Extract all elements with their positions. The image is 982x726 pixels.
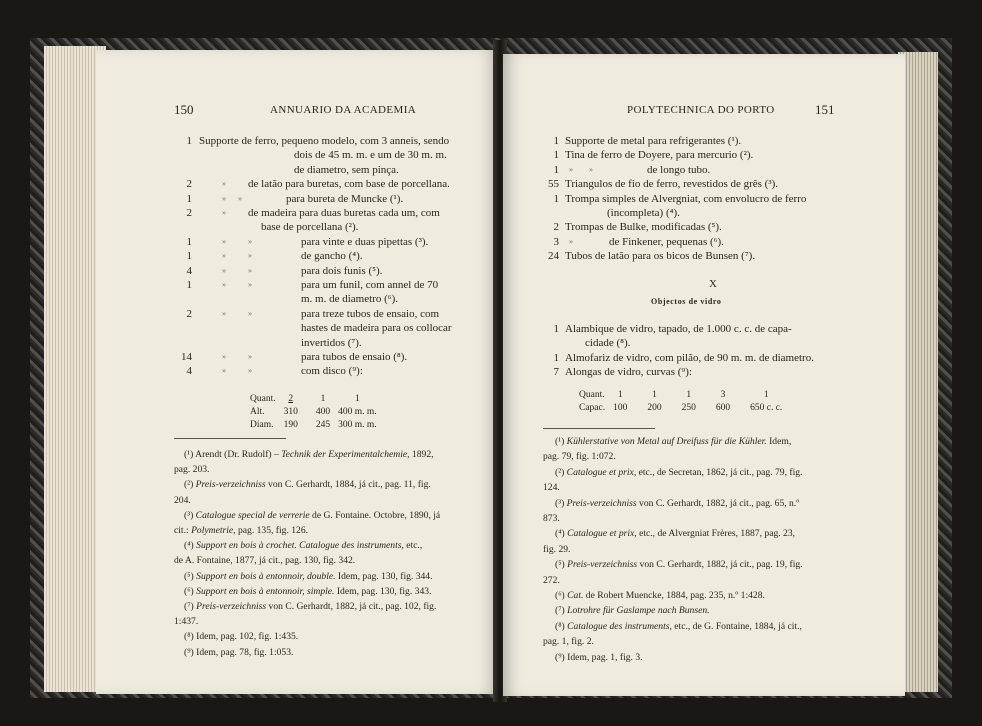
table-cell: 245 <box>315 419 331 430</box>
footnote-line <box>174 524 308 537</box>
footnote-title: Polymetrie, <box>191 525 236 536</box>
footnote-line <box>174 463 209 476</box>
footnote-line <box>555 589 765 602</box>
footnote-line <box>555 527 795 540</box>
item-quantity: 24 <box>548 250 559 263</box>
footnote-title: Preis-verzeichniss <box>195 479 266 491</box>
footnote-text: de G. Fontaine. Octobre, 1890, já <box>309 509 441 521</box>
footnote-title: Preis-verzeichniss <box>567 559 638 571</box>
item-text: com disco (⁹): <box>301 365 363 378</box>
item-quantity: 1 <box>186 135 192 147</box>
footnote-line <box>555 435 791 448</box>
footnote-text: von C. Gerhardt, 1882, já cit., pag. 19, fig. <box>637 559 803 571</box>
table-cell: 100 <box>613 402 628 413</box>
footnote-title: Cat. <box>567 590 584 601</box>
footnote-line <box>555 651 643 664</box>
table-cell: 600 <box>715 402 731 413</box>
footnote-text: etc., de Secretan, 1862, já cit., pag. 79, fig. <box>636 466 803 478</box>
footnote-marker: (²) <box>184 479 196 491</box>
footnote-text: de A. Fontaine, 1877, já cit., pag. 130, fig. 342. <box>174 555 356 567</box>
item-quantity: 1 <box>186 250 192 263</box>
item-text: Tina de ferro de Doyere, para mercurio (²). <box>565 149 754 162</box>
table-cell: 250 <box>681 402 696 413</box>
item-text: de latão para buretas, com base de porcellana. <box>248 178 450 191</box>
table-cell: 1 <box>617 389 623 400</box>
footnote-marker: (⁵) <box>184 570 197 582</box>
footnote-line <box>184 585 431 598</box>
ditto-mark: » » <box>569 164 593 174</box>
footnote-line <box>555 466 802 479</box>
footnote-text: Idem, pag. 130, fig. 344. <box>335 570 433 582</box>
footnote-marker: (⁸) <box>555 620 568 632</box>
item-quantity: 1 <box>553 149 559 162</box>
item-text: para treze tubos de ensaio, com <box>301 307 440 320</box>
table-cell: 310 <box>283 406 298 417</box>
ditto-mark: » <box>222 179 226 189</box>
footnote-line <box>543 574 560 587</box>
item-quantity: 1 <box>553 163 559 176</box>
item-text: para um funil, com annel de 70 <box>301 279 439 291</box>
item-text: Trompa simples de Alvergniat, com envolucro de ferro <box>565 192 807 205</box>
footnote-title: Support en bois à entonnoir, double. <box>196 570 336 582</box>
table-cell: 190 <box>283 419 298 430</box>
item-quantity: 7 <box>553 366 559 379</box>
table-row <box>250 392 381 405</box>
footnote-line <box>174 494 191 507</box>
footnote-title: Catalogue des instruments, <box>567 620 672 632</box>
table-cell: Capac. <box>579 402 606 413</box>
item-text: Triangulos de fio de ferro, revestidos de grês (³). <box>565 178 779 191</box>
item-text: dois de 45 m. m. e um de 30 m. m. <box>294 149 447 162</box>
item-text: Tubos de latão para os bicos de Bunsen (⁷). <box>565 250 756 263</box>
footnote-text: pag. 1, fig. 2. <box>543 636 594 648</box>
footnote-marker: (⁶) <box>184 585 197 597</box>
ditto-mark: » » <box>222 265 252 275</box>
table-cell: 1 <box>763 389 769 400</box>
footnote-line <box>184 630 298 643</box>
item-quantity: 1 <box>553 192 559 205</box>
footnote-text: etc., de G. Fontaine, 1884, já cit., <box>671 620 802 632</box>
footnote-marker: (⁴) <box>555 528 568 540</box>
ditto-mark: » » <box>222 251 252 261</box>
footnote-text: Idem, pag. 78, fig. 1:053. <box>196 646 294 658</box>
item-quantity: 3 <box>553 235 559 248</box>
footnote-line <box>174 615 198 628</box>
item-text: Alongas de vidro, curvas (⁹): <box>565 366 692 379</box>
footnote-marker: (³) <box>555 497 567 509</box>
ditto-mark: » <box>569 236 573 246</box>
section-title: Objectos de vidro <box>651 297 722 306</box>
item-quantity: 1 <box>186 279 192 291</box>
table-cell: 300 m. m. <box>338 419 377 430</box>
footnote-title: Preis-verzeichniss <box>196 601 267 612</box>
item-text: de madeira para duas buretas cada um, com <box>248 207 440 219</box>
footnote-text: 124. <box>543 482 560 494</box>
footnote-line <box>543 450 616 463</box>
table-cell: Alt. <box>250 406 265 417</box>
item-text: para dois funis (⁵). <box>301 264 383 277</box>
item-text: (incompleta) (⁴). <box>607 207 680 219</box>
item-quantity: 2 <box>186 307 192 320</box>
item-quantity: 1 <box>186 235 192 248</box>
table-cell: 1 <box>320 393 326 404</box>
item-text: hastes de madeira para os collocar <box>301 322 452 335</box>
footnote-rule <box>174 438 286 439</box>
footnote-text: Idem, pag. 130, fig. 343. <box>334 585 432 597</box>
page-number: 151 <box>815 102 835 117</box>
footnote-title: Lotrohre für Gaslampe nach Bunsen. <box>567 605 710 617</box>
item-text: Supporte de metal para refrigerantes (¹). <box>565 135 742 147</box>
left-page <box>96 50 497 694</box>
item-text: Alambique de vidro, tapado, de 1.000 c. c. de capa- <box>565 323 792 335</box>
footnote-marker: (⁶) <box>555 590 568 601</box>
footnote-line <box>555 558 803 571</box>
footnote-line <box>543 481 560 494</box>
ditto-mark: » » <box>222 366 252 376</box>
table-row <box>250 405 381 418</box>
footnote-line <box>555 497 799 510</box>
item-quantity: 55 <box>548 178 559 191</box>
footnote-text: Idem, pag. 1, fig. 3. <box>567 651 643 663</box>
item-text: Almofariz de vidro, com pilão, de 90 m. m. de diametro. <box>565 351 814 364</box>
footnote-text: 204. <box>174 494 191 506</box>
footnote-line <box>543 543 570 556</box>
footnote-line <box>543 512 560 525</box>
table-cell: 650 c. c. <box>750 402 783 413</box>
footnote-marker: (¹) <box>184 449 196 460</box>
footnote-text: 873. <box>543 513 560 524</box>
footnote-text: Arendt (Dr. Rudolf) – <box>195 449 282 460</box>
item-text: invertidos (⁷). <box>301 336 362 349</box>
dimension-table <box>250 392 381 431</box>
footnote-title: Support en bois à entonnoir, simple. <box>196 585 335 597</box>
footnote-line <box>543 635 594 648</box>
table-cell: 1 <box>686 389 692 400</box>
item-text: Supporte de ferro, pequeno modelo, com 3 anneis, sendo <box>199 135 450 147</box>
footnote-text: Idem, <box>766 436 792 447</box>
footnote-text: pag. 203. <box>174 464 210 476</box>
footnote-marker: (³) <box>184 509 196 521</box>
page-number: 150 <box>174 102 194 117</box>
footnote-line <box>555 620 802 633</box>
item-quantity: 4 <box>186 365 192 378</box>
table-row <box>250 418 381 431</box>
item-text: m. m. de diametro (⁶). <box>301 293 399 306</box>
running-header: ANNUARIO DA ACADEMIA <box>270 104 417 116</box>
footnote-text: pag. 79, fig. 1:072. <box>543 451 616 463</box>
ditto-mark: » » <box>222 236 252 246</box>
item-quantity: 14 <box>181 351 192 363</box>
table-cell: 1 <box>652 389 657 400</box>
item-quantity: 1 <box>186 192 192 205</box>
right-page <box>503 54 905 696</box>
item-text: de Finkener, pequenas (⁶). <box>609 235 724 248</box>
table-cell: Diam. <box>250 419 274 430</box>
table-cell: 3 <box>720 389 726 400</box>
footnote-title: Catalogue et prix, <box>567 528 637 540</box>
item-text: de gancho (⁴). <box>301 250 363 263</box>
footnote-text: 1892, <box>409 449 434 460</box>
footnote-text: pag. 135, fig. 126. <box>235 525 309 536</box>
table-cell: Quant. <box>579 389 605 400</box>
item-quantity: 4 <box>186 264 192 277</box>
ditto-mark: » » <box>222 308 252 318</box>
item-text: para vinte e duas pipettas (³). <box>301 235 429 248</box>
capacity-table <box>579 388 786 414</box>
item-text: para bureta de Muncke (¹). <box>286 192 404 205</box>
footnote-line <box>555 604 710 617</box>
footnote-text: etc., <box>403 540 423 552</box>
footnote-text: Idem, pag. 102, fig. 1:435. <box>196 631 299 643</box>
footnote-line <box>184 600 436 613</box>
footnote-marker: (⁹) <box>184 646 197 658</box>
table-cell: Quant. <box>250 393 276 404</box>
section-numeral: X <box>709 278 717 290</box>
footnote-text: cit.: <box>174 525 192 536</box>
footnote-marker: (¹) <box>555 436 567 447</box>
footnote-title: Catalogue special de verrerie <box>195 509 310 521</box>
footnote-line <box>184 509 440 522</box>
footnote-line <box>184 570 433 583</box>
footnote-text: 1:437. <box>174 616 199 628</box>
item-text: cidade (⁸). <box>585 337 631 350</box>
footnote-line <box>184 448 434 461</box>
table-cell: 2 <box>288 393 294 404</box>
footnote-text: fig. 29. <box>543 543 571 555</box>
running-header: POLYTECHNICA DO PORTO <box>627 104 775 116</box>
footnote-text: 272. <box>543 574 560 586</box>
footnote-text: von C. Gerhardt, 1882, já cit., pag. 65, n.º <box>636 497 800 509</box>
footnote-marker: (⁷) <box>555 605 568 617</box>
ditto-mark: » » <box>222 280 252 289</box>
footnote-rule <box>543 428 655 429</box>
footnote-text: etc., de Alvergniat Frères, 1887, pag. 23, <box>636 528 796 540</box>
footnote-marker: (⁵) <box>555 559 568 571</box>
table-cell: 400 <box>315 406 331 417</box>
table-cell: 400 m. m. <box>338 406 377 417</box>
footnote-marker: (⁷) <box>184 601 197 612</box>
footnote-line <box>184 646 293 659</box>
footnote-title: Preis-verzeichniss <box>566 497 637 509</box>
table-cell: 1 <box>354 393 360 404</box>
footnote-title: Support en bois à crochet. Catalogue des instruments, <box>196 540 404 552</box>
item-quantity: 2 <box>186 207 192 219</box>
item-text: Trompas de Bulke, modificadas (⁵). <box>565 221 722 234</box>
item-text: para tubos de ensaio (⁸). <box>301 351 408 363</box>
table-row <box>579 388 786 401</box>
footnote-line <box>184 539 422 552</box>
ditto-mark: » <box>222 208 226 217</box>
footnote-title: Catalogue et prix, <box>566 466 637 478</box>
footnote-title: Technik der Experimentalchemie, <box>281 449 410 460</box>
ditto-mark: » » <box>222 352 252 361</box>
footnote-text: von C. Gerhardt, 1882, já cit., pag. 102, fig. <box>266 601 437 612</box>
item-text: base de porcellana (²). <box>261 221 359 234</box>
ditto-mark: » » <box>222 193 242 203</box>
footnote-marker: (⁸) <box>184 631 197 643</box>
footnote-text: de Robert Muencke, 1884, pag. 235, n.º 1:428. <box>583 590 765 601</box>
item-quantity: 1 <box>553 351 559 364</box>
footnote-marker: (⁴) <box>184 540 197 552</box>
footnote-title: Kühlerstative von Metal auf Dreifuss für die Kühler. <box>566 436 767 447</box>
item-quantity: 2 <box>186 178 192 191</box>
item-quantity: 2 <box>553 221 559 234</box>
footnote-marker: (⁹) <box>555 651 568 663</box>
item-text: de diametro, sem pinça. <box>294 163 399 176</box>
table-cell: 200 <box>647 402 662 413</box>
footnote-line <box>184 478 431 491</box>
item-quantity: 1 <box>553 323 559 335</box>
footnote-marker: (²) <box>555 466 567 478</box>
footnote-text: von C. Gerhardt, 1884, já cit., pag. 11, fig. <box>265 479 431 491</box>
item-quantity: 1 <box>553 135 559 147</box>
table-row <box>579 401 786 414</box>
item-text: de longo tubo. <box>647 163 711 176</box>
footnote-line <box>174 554 355 567</box>
